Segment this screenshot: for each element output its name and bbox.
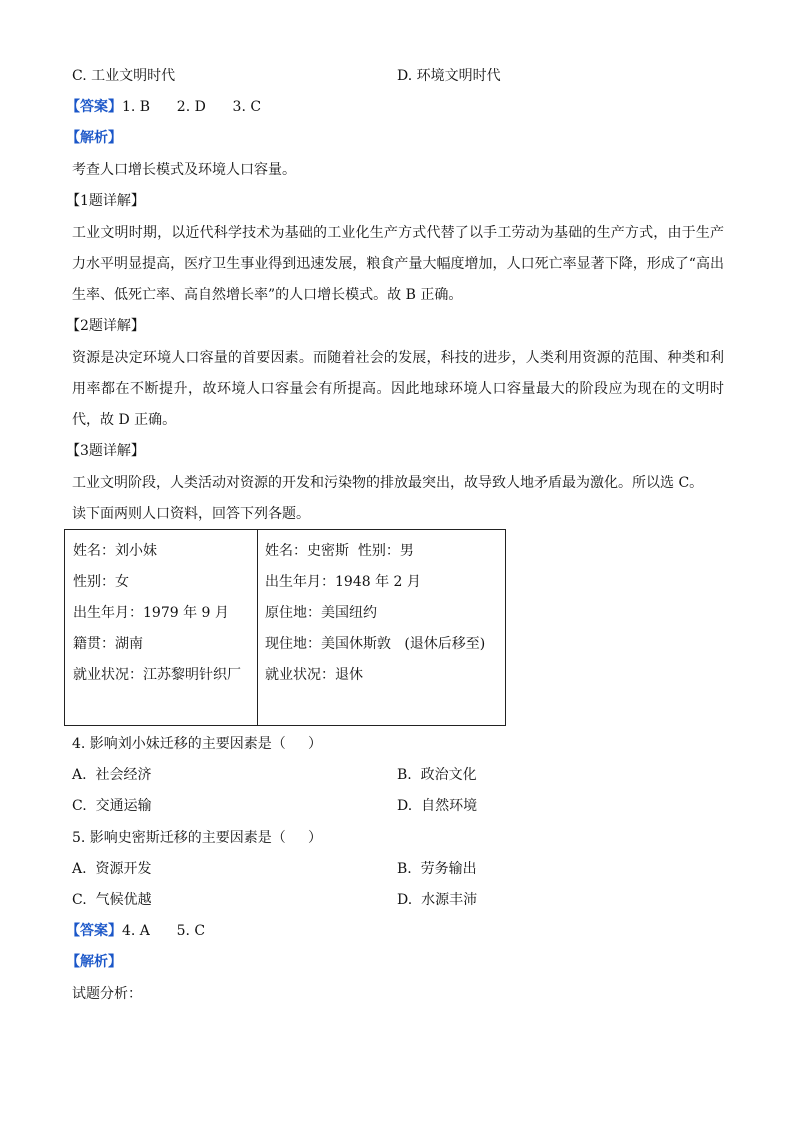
analysis-label: 【解析】 [66,130,122,146]
right-cell: 出生年月：1948 年 2 月 [265,574,421,590]
analysis-intro: 考查人口增长模式及环境人口容量。 [72,162,296,178]
option-d: D. 环境文明时代 [397,68,501,84]
answer-block-1 [66,97,261,117]
left-cell: 籍贯：湖南 [73,636,143,652]
q5-option-d: D. 水源丰沛 [397,892,478,908]
q5-option-c: C. 气候优越 [72,892,152,908]
answer-values: 4. A 5. C [122,923,206,939]
q5-option-b: B. 劳务输出 [397,861,477,877]
q4-option-b: B. 政治文化 [397,767,477,783]
q4-option-d: D. 自然环境 [397,798,478,814]
profile-table [64,529,506,726]
q3-detail-text: 工业文明阶段，人类活动对资源的开发和污染物的排放最突出，故导致人地矛盾最为激化。所以选 C。 [72,475,704,491]
q5-option-a: A. 资源开发 [72,861,152,877]
q1-detail-header: 【1题详解】 [66,193,145,209]
reading-prompt: 读下面两则人口资料，回答下列各题。 [72,506,310,522]
option-c: C. 工业文明时代 [72,68,176,84]
left-cell: 出生年月：1979 年 9 月 [73,605,229,621]
right-cell: 现住地：美国休斯敦 (退休后移至) [265,636,486,652]
analysis-label: 【解析】 [66,954,122,970]
q5-stem: 5. 影响史密斯迁移的主要因素是（ ） [72,830,323,846]
analysis-intro: 试题分析： [72,986,142,1002]
q4-stem: 4. 影响刘小妹迁移的主要因素是（ ） [72,736,323,752]
right-cell: 原住地：美国纽约 [265,605,377,621]
answer-values: 1. B 2. D 3. C [122,99,262,115]
q1-detail-text: 工业文明时期，以近代科学技术为基础的工业化生产方式代替了以手工劳动为基础的生产方式，由于生产力水平明显提高，医疗卫生事业得到迅速发展，粮食产量大幅度增加，人口死亡率显著下降，形成了“高出生率、低死亡率、高自然增长率”的人口增长模式。故 B 正确。 [72,225,724,303]
answer-label: 【答案】 [66,99,122,115]
left-cell: 性别：女 [73,574,129,590]
left-cell: 姓名：刘小妹 [73,543,157,559]
q4-option-c: C. 交通运输 [72,798,152,814]
q4-option-a: A. 社会经济 [72,767,152,783]
q3-detail-header: 【3题详解】 [66,443,145,459]
right-cell: 姓名：史密斯 性别：男 [265,543,414,559]
answer-block-2 [66,921,205,941]
answer-label: 【答案】 [66,923,122,939]
left-cell: 就业状况：江苏黎明针织厂 [73,667,241,683]
q2-detail-text: 资源是决定环境人口容量的首要因素。而随着社会的发展，科技的进步，人类利用资源的范围、种类和利用率都在不断提升，故环境人口容量会有所提高。因此地球环境人口容量最大的阶段应为现在的文明时代，故 D 正确。 [72,350,724,428]
table-divider [257,530,258,725]
q2-detail-header: 【2题详解】 [66,318,145,334]
right-cell: 就业状况：退休 [265,667,363,683]
